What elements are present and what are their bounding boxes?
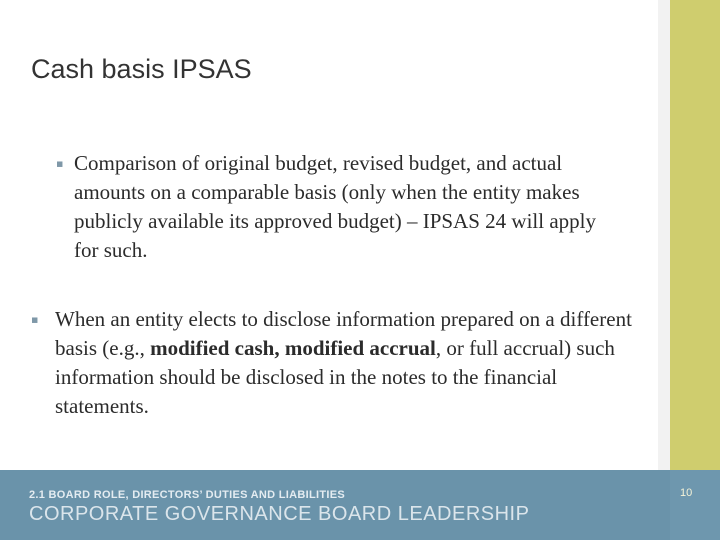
page-number: 10: [680, 487, 693, 499]
bullet-item-2: [31, 305, 651, 421]
bullet-item-1: [56, 149, 616, 265]
bullet-text-2: [55, 305, 651, 421]
bullet-2-text-end: , or full accrual) such information should be disclosed in the notes to the financial statements.: [55, 336, 615, 418]
square-bullet-icon: ▪: [31, 313, 39, 326]
square-bullet-icon: ▪: [56, 157, 64, 170]
footer-section-label: 2.1 BOARD ROLE, DIRECTORS’ DUTIES AND LIABILITIES: [29, 489, 346, 501]
footer-program-title: CORPORATE GOVERNANCE BOARD LEADERSHIP: [29, 503, 530, 525]
bullet-text-1: [74, 149, 616, 265]
right-light-stripe: [658, 0, 670, 470]
bullet-1-text: Comparison of original budget, revised budget, and actual amounts on a comparable basis (only when the entity makes publicly available its approved budget) – IPSAS 24 will apply for such.: [74, 151, 597, 262]
right-accent-band: [670, 0, 720, 540]
bullet-2-text-start: When an entity elects to disclose information prepared on a different basis (e.g.,: [55, 307, 632, 360]
bullet-2-emphasis: modified cash, modified accrual: [150, 336, 436, 360]
slide-title: Cash basis IPSAS: [31, 54, 252, 84]
